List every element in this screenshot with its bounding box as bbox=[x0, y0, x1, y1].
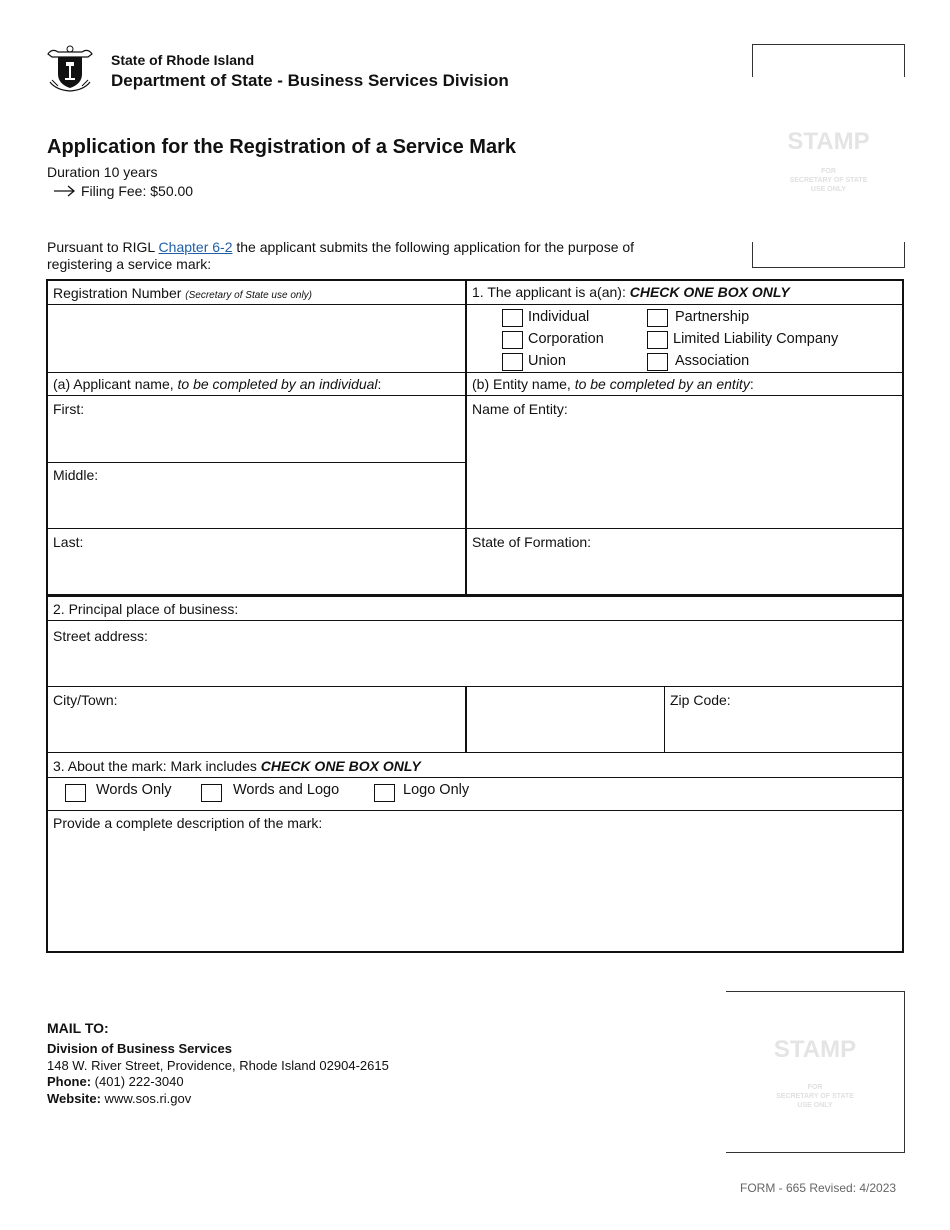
stamp-word-bottom: STAMP bbox=[773, 1036, 857, 1063]
last-name-label: Last: bbox=[53, 534, 84, 550]
label-llc: Limited Liability Company bbox=[673, 331, 839, 347]
entity-name-field[interactable] bbox=[467, 396, 901, 528]
mail-organization: Division of Business Services bbox=[47, 1041, 232, 1056]
about-mark-heading bbox=[53, 758, 421, 774]
registration-number-label bbox=[53, 285, 312, 301]
stamp-bracket-top bbox=[752, 44, 905, 77]
label-individual: Individual bbox=[528, 309, 590, 325]
stamp-note-bottom-line1: FOR bbox=[807, 1084, 823, 1091]
pursuant-statement bbox=[47, 239, 697, 273]
checkbox-partnership[interactable] bbox=[647, 309, 668, 327]
about-mark-note: CHECK ONE BOX ONLY bbox=[260, 758, 421, 774]
street-address-field[interactable] bbox=[48, 621, 901, 686]
applicant-type-note: CHECK ONE BOX ONLY bbox=[629, 284, 790, 300]
arrow-right-icon bbox=[54, 185, 76, 197]
form-revision: FORM - 665 Revised: 4/2023 bbox=[740, 1181, 897, 1195]
checkbox-logo-only[interactable] bbox=[374, 784, 395, 802]
section-a-colon: : bbox=[377, 376, 382, 392]
website-label: Website: bbox=[47, 1091, 101, 1106]
stamp-word: STAMP bbox=[787, 128, 870, 155]
checkbox-words-and-logo[interactable] bbox=[201, 784, 222, 802]
label-association: Association bbox=[675, 353, 750, 369]
zip-code-label: Zip Code: bbox=[670, 692, 731, 708]
street-address-label: Street address: bbox=[53, 628, 148, 644]
zip-code-field[interactable] bbox=[666, 687, 901, 752]
city-town-field[interactable] bbox=[48, 687, 464, 752]
stamp-box-top bbox=[752, 44, 905, 268]
principal-place-heading: 2. Principal place of business: bbox=[53, 601, 239, 617]
section-a-note: to be completed by an individual bbox=[177, 376, 378, 392]
mark-description-label: Provide a complete description of the mark: bbox=[53, 815, 323, 831]
stamp-note-bottom-line3: USE ONLY bbox=[797, 1102, 833, 1109]
section-a-heading bbox=[53, 376, 381, 392]
label-corporation: Corporation bbox=[528, 331, 604, 347]
stamp-note-line3: USE ONLY bbox=[810, 186, 847, 193]
state-of-formation-label: State of Formation: bbox=[472, 534, 592, 550]
applicant-type-text: 1. The applicant is a(an): bbox=[472, 284, 630, 300]
label-partnership: Partnership bbox=[675, 309, 750, 325]
label-words-only: Words Only bbox=[96, 782, 172, 798]
registration-number-note: (Secretary of State use only) bbox=[185, 290, 313, 301]
mail-website bbox=[47, 1091, 191, 1106]
city-town-label: City/Town: bbox=[53, 692, 118, 708]
first-name-label: First: bbox=[53, 401, 85, 417]
pursuant-text-end: the applicant submits the following application for the purpose of registering a service mark: bbox=[47, 239, 635, 272]
section-b-colon: : bbox=[749, 376, 754, 392]
state-of-formation-field[interactable] bbox=[467, 529, 901, 594]
state-seal-logo bbox=[44, 44, 96, 92]
registration-number-text: Registration Number bbox=[53, 285, 186, 301]
label-logo-only: Logo Only bbox=[403, 782, 470, 798]
filing-fee: Filing Fee: $50.00 bbox=[81, 183, 194, 199]
entity-name-label: Name of Entity: bbox=[472, 401, 568, 417]
state-name: State of Rhode Island bbox=[111, 52, 255, 68]
section-b-note: to be completed by an entity bbox=[574, 376, 750, 392]
mail-to-heading: MAIL TO: bbox=[47, 1020, 109, 1036]
phone-number: (401) 222-3040 bbox=[91, 1074, 184, 1089]
applicant-type-label bbox=[472, 284, 790, 300]
about-mark-text: 3. About the mark: Mark includes bbox=[53, 758, 261, 774]
section-a-text: (a) Applicant name, bbox=[53, 376, 178, 392]
mark-description-field[interactable] bbox=[48, 811, 901, 950]
checkbox-association[interactable] bbox=[647, 353, 668, 371]
section-b-heading bbox=[472, 376, 754, 392]
mail-phone bbox=[47, 1074, 184, 1089]
application-form-table bbox=[46, 279, 904, 953]
label-words-and-logo: Words and Logo bbox=[233, 782, 340, 798]
last-name-field[interactable] bbox=[48, 529, 464, 594]
checkbox-llc[interactable] bbox=[647, 331, 668, 349]
checkbox-corporation[interactable] bbox=[502, 331, 523, 349]
pursuant-text-start: Pursuant to RIGL bbox=[47, 239, 159, 255]
stamp-note-line1: FOR bbox=[821, 168, 836, 175]
mail-address: 148 W. River Street, Providence, Rhode Island 02904-2615 bbox=[47, 1058, 389, 1073]
registration-number-field[interactable] bbox=[53, 306, 461, 370]
first-name-field[interactable] bbox=[48, 396, 464, 462]
stamp-box-bottom bbox=[726, 991, 905, 1153]
form-title: Application for the Registration of a Service Mark bbox=[47, 136, 516, 158]
label-union: Union bbox=[528, 353, 566, 369]
stamp-note-line2: SECRETARY OF STATE bbox=[789, 177, 868, 184]
stamp-note-bottom-line2: SECRETARY OF STATE bbox=[776, 1093, 854, 1100]
duration-text: Duration 10 years bbox=[47, 164, 158, 180]
middle-name-field[interactable] bbox=[48, 463, 464, 528]
website-url[interactable]: www.sos.ri.gov bbox=[100, 1091, 192, 1106]
checkbox-union[interactable] bbox=[502, 353, 523, 371]
state-field[interactable] bbox=[467, 687, 663, 752]
phone-label: Phone: bbox=[47, 1074, 92, 1089]
middle-name-label: Middle: bbox=[53, 467, 99, 483]
checkbox-words-only[interactable] bbox=[65, 784, 86, 802]
checkbox-individual[interactable] bbox=[502, 309, 523, 327]
section-b-text: (b) Entity name, bbox=[472, 376, 575, 392]
stamp-bracket-bottom bbox=[752, 242, 905, 268]
filing-fee-row bbox=[54, 183, 193, 199]
chapter-link[interactable]: Chapter 6-2 bbox=[158, 239, 233, 255]
department-name: Department of State - Business Services Division bbox=[111, 71, 509, 90]
